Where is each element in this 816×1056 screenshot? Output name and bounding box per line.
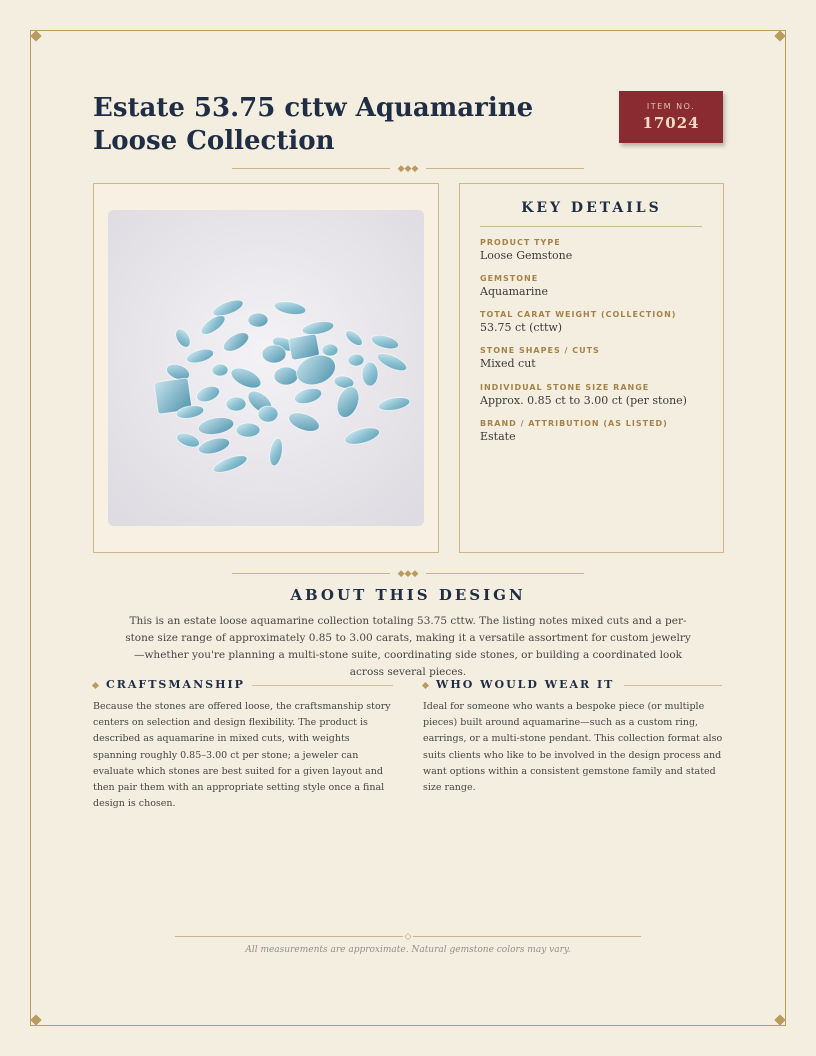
- diamond-icon: [422, 681, 429, 688]
- detail-label: PRODUCT TYPE: [480, 238, 561, 247]
- key-details-rule: [480, 226, 702, 227]
- diamond-icon: [92, 681, 99, 688]
- ornament-icon: ◆◆◆: [397, 569, 419, 579]
- detail-value: Mixed cut: [480, 357, 536, 370]
- page-title: Estate 53.75 cttw Aquamarine Loose Collection: [93, 93, 534, 156]
- detail-field: [480, 346, 710, 370]
- detail-label: TOTAL CARAT WEIGHT (COLLECTION): [480, 310, 677, 319]
- detail-value: Aquamarine: [480, 285, 548, 298]
- detail-field: [480, 274, 710, 298]
- detail-label: BRAND / ATTRIBUTION (AS LISTED): [480, 419, 668, 428]
- product-image-frame: [93, 183, 439, 553]
- detail-value: Approx. 0.85 ct to 3.00 ct (per stone): [480, 394, 687, 407]
- who-wear-heading: WHO WOULD WEAR IT: [423, 678, 614, 691]
- title-divider: [232, 164, 584, 174]
- detail-value: Loose Gemstone: [480, 249, 573, 262]
- key-details-heading: KEY DETAILS: [521, 200, 662, 216]
- detail-field: [480, 419, 710, 443]
- footer-divider: [175, 932, 641, 942]
- ornament-icon: ◆◆◆: [397, 164, 419, 174]
- detail-label: STONE SHAPES / CUTS: [480, 346, 600, 355]
- detail-field: [480, 238, 710, 262]
- detail-value: Estate: [480, 430, 516, 443]
- footer-note: All measurements are approximate. Natural gemstone colors may vary.: [245, 945, 571, 955]
- item-number: 17024: [642, 114, 700, 132]
- ornament-icon: ◇: [404, 932, 412, 942]
- about-text: This is an estate loose aquamarine collection totaling 53.75 cttw. The listing notes mixed cuts and a per-stone size range of approximately 0.85 to 3.00 carats, making it a versatile assortment for custom jewelry—whether you're planning a multi-stone suite, coordinating side stones, or building a coordinated look across several pieces.: [125, 615, 691, 678]
- craftsmanship-rule: [252, 685, 393, 686]
- detail-field: [480, 383, 710, 407]
- aquamarine-gemstones-photo: [108, 210, 424, 526]
- who-wear-rule: [624, 685, 722, 686]
- who-wear-text: Ideal for someone who wants a bespoke piece (or multiple pieces) built around aquamarine—such as a custom ring, earrings, or a multi-stone pendant. This collection format also suits clients who like to be involved in the design process and want options within a consistent gemstone family and stated size range.: [423, 701, 723, 794]
- detail-label: INDIVIDUAL STONE SIZE RANGE: [480, 383, 650, 392]
- about-divider: [232, 569, 584, 579]
- detail-field: [480, 310, 710, 334]
- item-number-badge: [619, 91, 723, 143]
- craftsmanship-text: Because the stones are offered loose, the craftsmanship story centers on selection and design flexibility. The product is described as aquamarine in mixed cuts, with weights spanning roughly 0.85–3.00 ct per stone; a jeweler can evaluate which stones are best suited for a given layout and then pair them with an appropriate setting style once a final design is chosen.: [93, 701, 391, 810]
- detail-label: GEMSTONE: [480, 274, 539, 283]
- item-number-label: ITEM NO.: [646, 102, 696, 111]
- about-heading: ABOUT THIS DESIGN: [290, 586, 526, 604]
- craftsmanship-heading: CRAFTSMANSHIP: [93, 678, 245, 691]
- detail-value: 53.75 ct (cttw): [480, 321, 563, 334]
- key-details-panel: [459, 183, 724, 553]
